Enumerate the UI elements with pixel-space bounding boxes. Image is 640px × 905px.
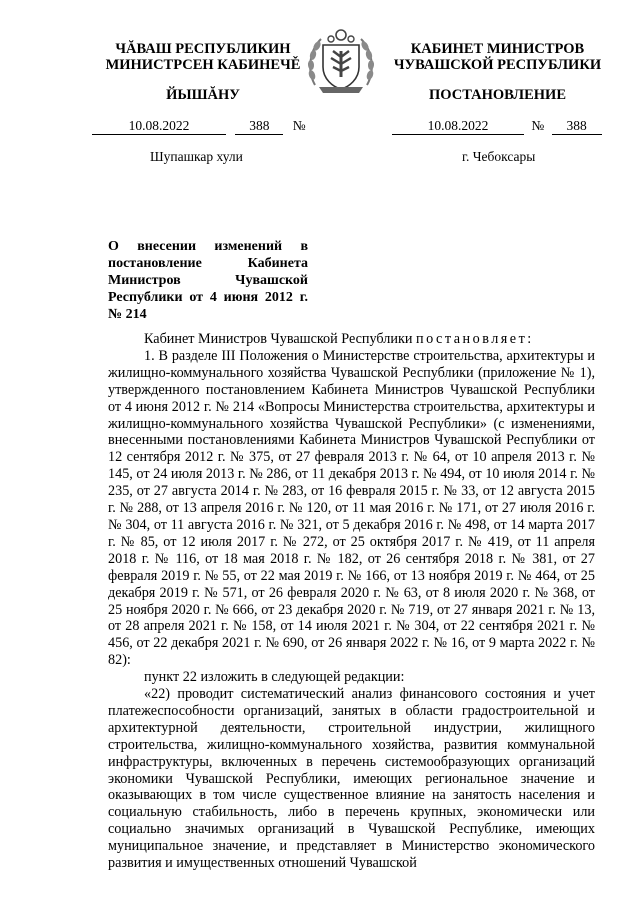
paragraph-1: 1. В разделе III Положения о Министерстве строительства, архитектуры и жилищно-коммунального хозяйства Чувашской Республики (приложение № 1), утвержденного постановлением Кабинета Министров Чувашской Республики от 4 июня 2012 г. № 214 «Вопросы Министерства строительства, архитектуры и жилищно-коммунального хозяйства Чувашской Республики» (с изменениями, внесенными постановлениями Кабинета Министров Чувашской Республики от 12 сентября 2012 г. № 375, от 27 февраля 2013 г. № 64, от 10 апреля 2013 г. № 145, от 24 июля 2013 г. № 286, от 11 декабря 2013 г. № 494, от 10 июля 2014 г. № 235, от 27 августа 2014 г. № 283, от 16 февраля 2015 г. № 33, от 12 августа 2015 г. № 288, от 13 апреля 2016 г. № 120, от 11 мая 2016 г. № 171, от 27 июля 2016 г. № 304, от 11 августа 2016 г. № 321, от 5 декабря 2016 г. № 498, от 14 марта 2017 г. № 85, от 12 июля 2017 г. № 272, от 25 октября 2017 г. № 419, от 11 апреля 2018 г. № 116, от 18 мая 2018 г. № 182, от 26 сентября 2018 г. № 381, от 27 февраля 2019 г. № 55, от 22 мая 2019 г. № 166, от 13 ноября 2019 г. № 464, от 25 декабря 2019 г. № 571, от 26 февраля 2020 г. № 63, от 8 июля 2020 г. № 368, от 25 ноября 2020 г. № 666, от 23 декабря 2020 г. № 719, от 27 января 2021 г. № 13, от 28 апреля 2021 г. № 158, от 14 июля 2021 г. № 304, от 22 сентября 2021 г. № 456, от 22 декабря 2021 г. № 690, от 26 января 2022 г. № 16, от 9 марта 2022 г. № 82): bbox=[108, 347, 595, 669]
header-left-line1: ЧĂВАШ РЕСПУБЛИКИН bbox=[115, 41, 291, 57]
place-right: г. Чебоксары bbox=[462, 149, 536, 164]
title-left: ЙЫШĂНУ bbox=[166, 87, 240, 103]
header-left bbox=[98, 41, 308, 73]
intro-prefix: Кабинет Министров Чувашской Республики bbox=[144, 331, 413, 347]
paragraph-2: пункт 22 изложить в следующей редакции: bbox=[144, 669, 405, 686]
date-left: 10.08.2022 bbox=[92, 118, 226, 135]
number-line-left bbox=[92, 118, 306, 135]
paragraph-3: «22) проводит систематический анализ финансового состояния и учет платежеспособности организаций, занятых в области градостроительной и архитектурной деятельности, строительной индустрии, жилищного строительства, жилищно-коммунального хозяйства, развития коммунальной инфраструктуры, включенных в перечень системообразующих организаций экономики Чувашской Республики, имеющих региональное значение и оказывающих в том числе существенное влияние на занятость населения и социальную стабильность, либо в перечень крупных, экономически или социально значимых организаций в Чувашской Республике, имеющих муниципальное значение, и представляет в Министерство экономического развития и имущественных отношений Чувашской bbox=[108, 686, 595, 872]
document-subject: О внесении изменений в постановление Кабинета Министров Чувашской Республики от 4 июня 2012 г. № 214 bbox=[108, 239, 308, 322]
date-right: 10.08.2022 bbox=[392, 118, 524, 135]
document-body bbox=[108, 331, 595, 872]
intro-verb: постановляет: bbox=[416, 331, 534, 347]
header-left-line2: МИНИСТРСЕН КАБИНЕЧĚ bbox=[105, 57, 301, 73]
header-right-line1: КАБИНЕТ МИНИСТРОВ bbox=[410, 41, 585, 57]
place-left: Шупашкар хули bbox=[150, 149, 243, 164]
number-sign-left: № bbox=[292, 118, 306, 133]
header-right-line2: ЧУВАШСКОЙ РЕСПУБЛИКИ bbox=[393, 57, 602, 73]
intro-paragraph bbox=[108, 331, 595, 348]
title-right: ПОСТАНОВЛЕНИЕ bbox=[428, 87, 566, 103]
header-right bbox=[380, 41, 615, 73]
number-line-right bbox=[392, 118, 602, 135]
number-left: 388 bbox=[235, 118, 283, 135]
chuvash-emblem-icon bbox=[303, 27, 379, 95]
number-sign-right: № bbox=[531, 118, 545, 133]
number-right: 388 bbox=[552, 118, 602, 135]
